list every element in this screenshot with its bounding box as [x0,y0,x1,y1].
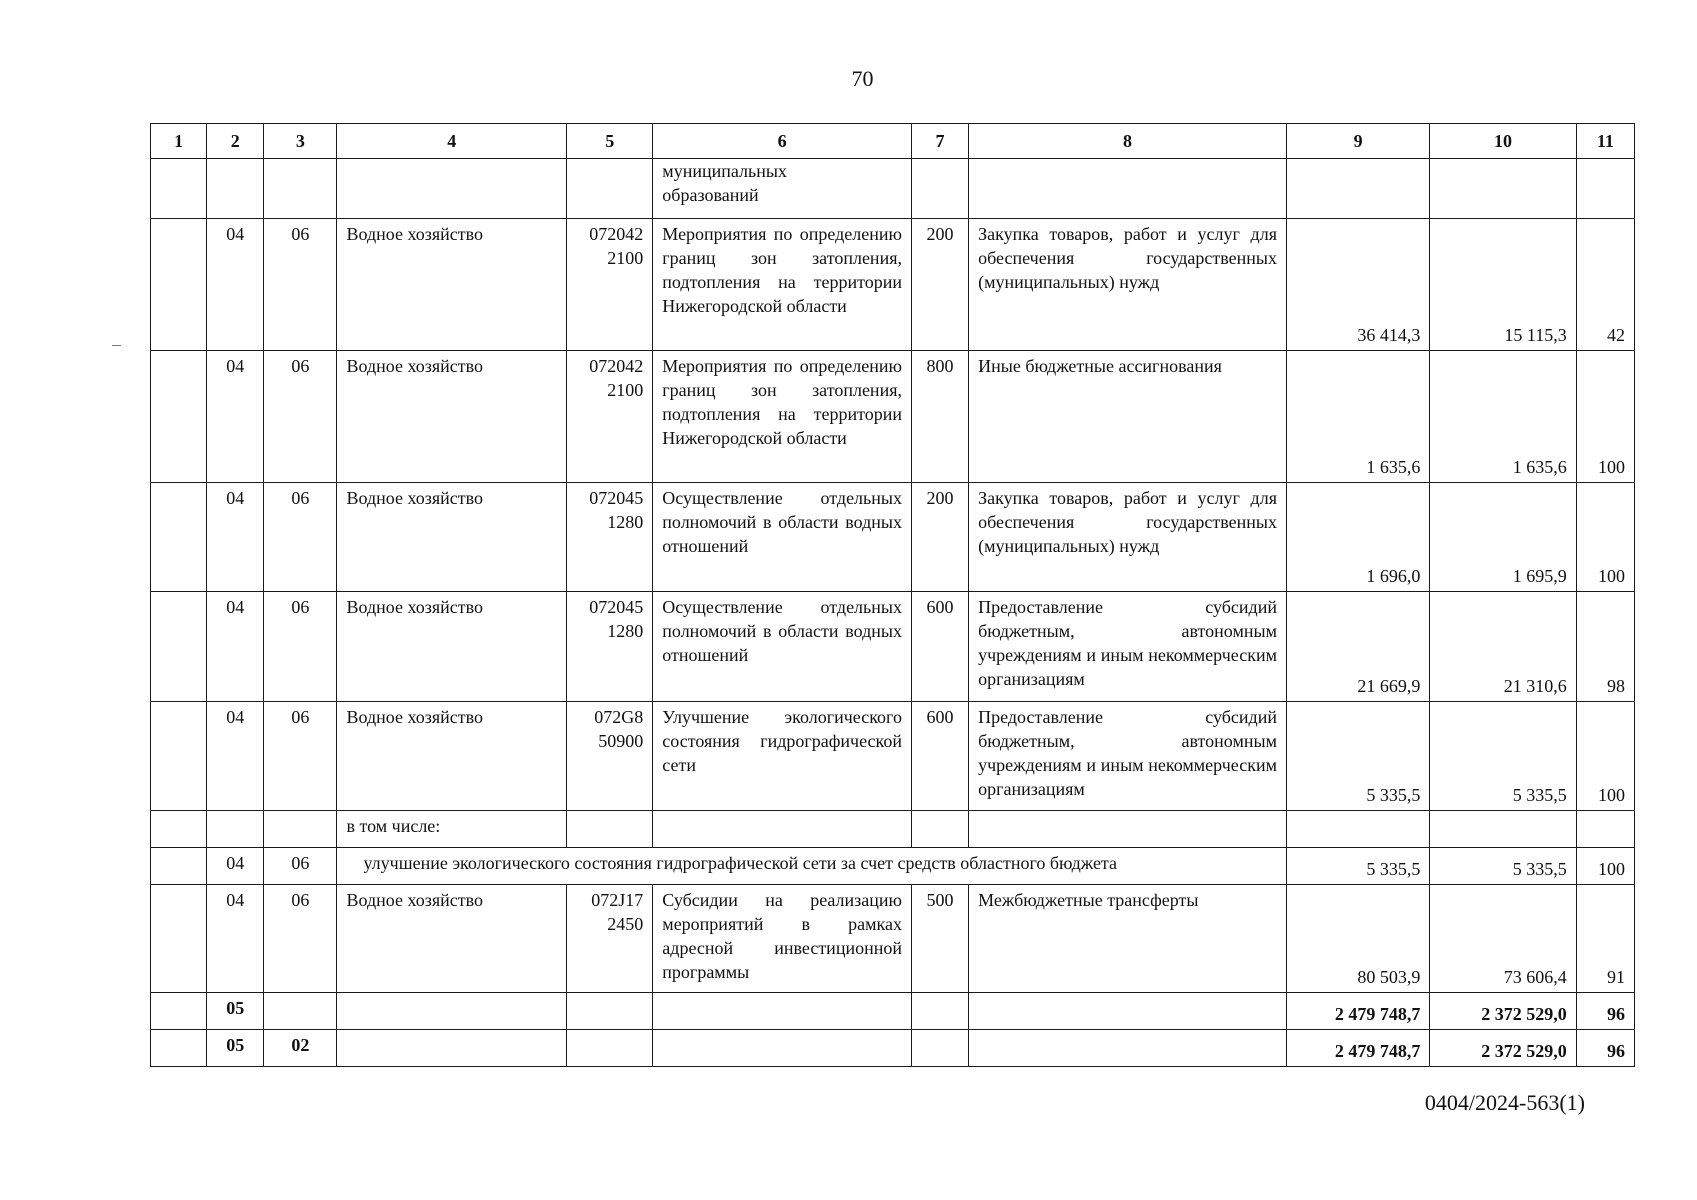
header-cell: 11 [1576,124,1634,159]
execution-percent: 100 [1576,351,1634,483]
table-row [151,702,1635,811]
planned-amount: 2 479 748,7 [1286,1030,1429,1067]
execution-percent: 91 [1576,885,1634,993]
header-cell: 4 [337,124,567,159]
purpose-cell: Мероприятия по определению границ зон затопления, подтопления на территории Нижегородской области [653,351,912,483]
target-article-code: 072J17 2450 [567,885,653,993]
purpose-cell: Субсидии на реализацию мероприятий в рамках адресной инвестиционной программы [653,885,912,993]
header-cell: 9 [1286,124,1429,159]
planned-amount: 21 669,9 [1286,592,1429,702]
execution-percent: 96 [1576,1030,1634,1067]
expense-type-code: 600 [911,702,968,811]
subsection-code: 02 [264,1030,337,1067]
execution-percent: 100 [1576,483,1634,592]
section-total-row [151,993,1635,1030]
planned-amount: 2 479 748,7 [1286,993,1429,1030]
execution-percent: 98 [1576,592,1634,702]
table-row [151,592,1635,702]
including-description: улучшение экологического состояния гидрографической сети за счет средств областного бюджета [337,848,1287,885]
header-cell: 10 [1430,124,1576,159]
expense-type-code: 600 [911,592,968,702]
executed-amount: 2 372 529,0 [1430,1030,1576,1067]
section-code: 04 [207,219,264,351]
planned-amount: 1 696,0 [1286,483,1429,592]
expense-type-code: 200 [911,219,968,351]
subsection-name: Водное хозяйство [337,351,567,483]
subsection-name: Водное хозяйство [337,483,567,592]
continuation-row [151,159,1635,219]
purpose-cell: Улучшение экологического состояния гидрографической сети [653,702,912,811]
table-row [151,483,1635,592]
section-code: 04 [207,592,264,702]
subsection-code: 06 [264,885,337,993]
execution-percent: 100 [1576,702,1634,811]
expense-type-name: Предоставление субсидий бюджетным, автономным учреждениям и иным некоммерческим организациям [969,592,1287,702]
section-code: 04 [207,848,264,885]
table-row [151,351,1635,483]
planned-amount: 1 635,6 [1286,351,1429,483]
expense-type-code: 200 [911,483,968,592]
including-label-row [151,811,1635,848]
target-article-code: 072045 1280 [567,483,653,592]
expense-type-code: 800 [911,351,968,483]
executed-amount: 2 372 529,0 [1430,993,1576,1030]
subsection-code: 06 [264,848,337,885]
subsection-name: Водное хозяйство [337,885,567,993]
expense-type-code: 500 [911,885,968,993]
execution-percent: 42 [1576,219,1634,351]
executed-amount: 5 335,5 [1430,848,1576,885]
header-cell: 7 [911,124,968,159]
target-article-code: 072G8 50900 [567,702,653,811]
document-code: 0404/2024-563(1) [1424,1090,1585,1115]
subsection-total-row [151,1030,1635,1067]
executed-amount: 15 115,3 [1430,219,1576,351]
executed-amount: 1 695,9 [1430,483,1576,592]
expense-type-name: Межбюджетные трансферты [969,885,1287,993]
page-number: 70 [851,66,874,91]
including-label: в том числе: [337,811,567,848]
margin-mark [112,345,121,346]
subsection-name: Водное хозяйство [337,702,567,811]
header-cell: 3 [264,124,337,159]
purpose-cell: Мероприятия по определению границ зон затопления, подтопления на территории Нижегородской области [653,219,912,351]
section-code: 04 [207,483,264,592]
section-code: 05 [207,993,264,1030]
planned-amount: 36 414,3 [1286,219,1429,351]
section-code: 05 [207,1030,264,1067]
including-row [151,848,1635,885]
table-header-row [151,124,1635,159]
executed-amount: 73 606,4 [1430,885,1576,993]
subsection-code: 06 [264,592,337,702]
expense-type-name: Закупка товаров, работ и услуг для обеспечения государственных (муниципальных) нужд [969,219,1287,351]
target-article-code: 072045 1280 [567,592,653,702]
execution-percent: 100 [1576,848,1634,885]
executed-amount: 21 310,6 [1430,592,1576,702]
subsection-code: 06 [264,702,337,811]
planned-amount: 5 335,5 [1286,848,1429,885]
target-article-code: 072042 2100 [567,219,653,351]
planned-amount: 80 503,9 [1286,885,1429,993]
execution-percent: 96 [1576,993,1634,1030]
target-article-code: 072042 2100 [567,351,653,483]
section-code: 04 [207,702,264,811]
purpose-cell: Осуществление отдельных полномочий в области водных отношений [653,483,912,592]
subsection-code: 06 [264,219,337,351]
expense-type-name: Закупка товаров, работ и услуг для обеспечения государственных (муниципальных) нужд [969,483,1287,592]
executed-amount: 1 635,6 [1430,351,1576,483]
purpose-cell: Осуществление отдельных полномочий в области водных отношений [653,592,912,702]
header-cell: 2 [207,124,264,159]
section-code: 04 [207,351,264,483]
subsection-code: 06 [264,351,337,483]
table-row [151,885,1635,993]
header-cell: 6 [653,124,912,159]
planned-amount: 5 335,5 [1286,702,1429,811]
expense-type-name: Иные бюджетные ассигнования [969,351,1287,483]
section-code: 04 [207,885,264,993]
header-cell: 1 [151,124,207,159]
subsection-name: Водное хозяйство [337,592,567,702]
header-cell: 8 [969,124,1287,159]
subsection-code: 06 [264,483,337,592]
executed-amount: 5 335,5 [1430,702,1576,811]
table-row [151,219,1635,351]
purpose-cell: муниципальных образований [653,159,912,219]
subsection-name: Водное хозяйство [337,219,567,351]
budget-execution-table [150,123,1635,1067]
expense-type-name: Предоставление субсидий бюджетным, автономным учреждениям и иным некоммерческим организациям [969,702,1287,811]
header-cell: 5 [567,124,653,159]
